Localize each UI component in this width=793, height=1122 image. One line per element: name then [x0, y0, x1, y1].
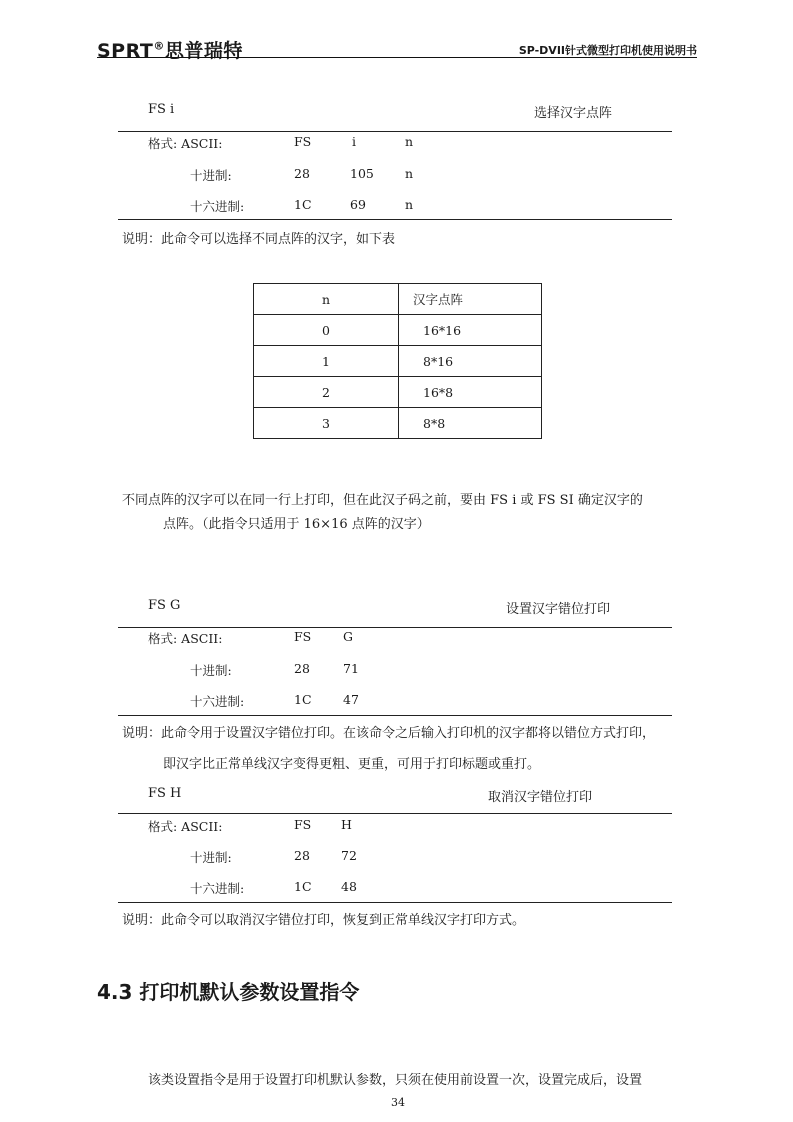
format-label: 格式: ASCII: [148, 631, 223, 646]
paragraph-line: 不同点阵的汉字可以在同一行上打印，但在此汉子码之前，要由 FS i 或 FS SI 确定汉字的 [122, 493, 643, 508]
table-header-cell: n [254, 284, 399, 315]
table-cell: 0 [254, 315, 399, 346]
command-note: 即汉字比正常单线汉字变得更粗、更重，可用于打印标题或重打。 [163, 757, 541, 772]
table-cell: 16*8 [399, 377, 542, 408]
page-number: 34 [391, 1096, 405, 1109]
table-row [254, 377, 542, 408]
command-note: 说明：此命令可以取消汉字错位打印，恢复到正常单线汉字打印方式。 [122, 913, 526, 928]
ascii-value: FS [294, 629, 312, 644]
command-rule-bottom [118, 219, 672, 220]
table-cell: 8*8 [399, 408, 542, 439]
decimal-value: 28 [294, 848, 310, 863]
table-cell: 8*16 [399, 346, 542, 377]
decimal-label: 十进制: [190, 850, 232, 865]
ascii-value: FS [294, 134, 312, 149]
command-rule-top [118, 813, 672, 814]
hex-value: 48 [341, 879, 357, 894]
table-cell: 16*16 [399, 315, 542, 346]
section-heading: 4.3 打印机默认参数设置指令 [97, 980, 360, 1004]
hex-label: 十六进制: [190, 199, 245, 214]
registered-mark: ® [153, 39, 165, 53]
command-note: 说明：此命令可以选择不同点阵的汉字，如下表 [122, 232, 396, 247]
table-row [254, 408, 542, 439]
command-name-fs-g: FS G [148, 598, 181, 613]
hex-value: 47 [343, 692, 359, 707]
ascii-value: n [405, 134, 414, 149]
brand-logo [97, 36, 243, 63]
command-rule-top [118, 627, 672, 628]
dot-matrix-table [253, 283, 542, 439]
table-row [254, 346, 542, 377]
table-row [254, 315, 542, 346]
hex-label: 十六进制: [190, 881, 245, 896]
document-title: SP-DVII针式微型打印机使用说明书 [518, 44, 697, 57]
command-desc-fs-h: 取消汉字错位打印 [488, 790, 593, 805]
decimal-value: 28 [294, 166, 310, 181]
brand-name: SPRT [97, 40, 154, 62]
brand-name-cn: 思普瑞特 [164, 40, 243, 62]
command-rule-bottom [118, 715, 672, 716]
hex-value: n [405, 197, 414, 212]
format-label: 格式: ASCII: [148, 136, 223, 151]
command-rule-top [118, 131, 672, 132]
table-cell: 2 [254, 377, 399, 408]
ascii-value: FS [294, 817, 312, 832]
hex-value: 69 [350, 197, 366, 212]
command-rule-bottom [118, 902, 672, 903]
ascii-value: G [343, 629, 353, 644]
decimal-label: 十进制: [190, 168, 232, 183]
decimal-label: 十进制: [190, 663, 232, 678]
decimal-value: 71 [343, 661, 359, 676]
section-intro: 该类设置指令是用于设置打印机默认参数，只须在使用前设置一次，设置完成后，设置 [148, 1073, 643, 1088]
table-cell: 1 [254, 346, 399, 377]
command-desc-fs-g: 设置汉字错位打印 [506, 602, 611, 617]
ascii-value: H [341, 817, 352, 832]
hex-label: 十六进制: [190, 694, 245, 709]
hex-value: 1C [294, 879, 312, 894]
command-name-fs-i: FS i [148, 102, 175, 117]
table-header-row [254, 284, 542, 315]
decimal-value: 105 [350, 166, 374, 181]
decimal-value: 72 [341, 848, 357, 863]
table-header-cell: 汉字点阵 [399, 284, 542, 315]
command-note: 说明：此命令用于设置汉字错位打印。在该命令之后输入打印机的汉字都将以错位方式打印， [122, 726, 656, 741]
table-cell: 3 [254, 408, 399, 439]
ascii-value: i [352, 134, 356, 149]
command-desc-fs-i: 选择汉字点阵 [534, 106, 613, 121]
command-name-fs-h: FS H [148, 786, 182, 801]
decimal-value: n [405, 166, 414, 181]
hex-value: 1C [294, 692, 312, 707]
hex-value: 1C [294, 197, 312, 212]
paragraph-line: 点阵。（此指令只适用于 16×16 点阵的汉字） [163, 517, 430, 532]
decimal-value: 28 [294, 661, 310, 676]
format-label: 格式: ASCII: [148, 819, 223, 834]
header-rule [97, 57, 697, 58]
